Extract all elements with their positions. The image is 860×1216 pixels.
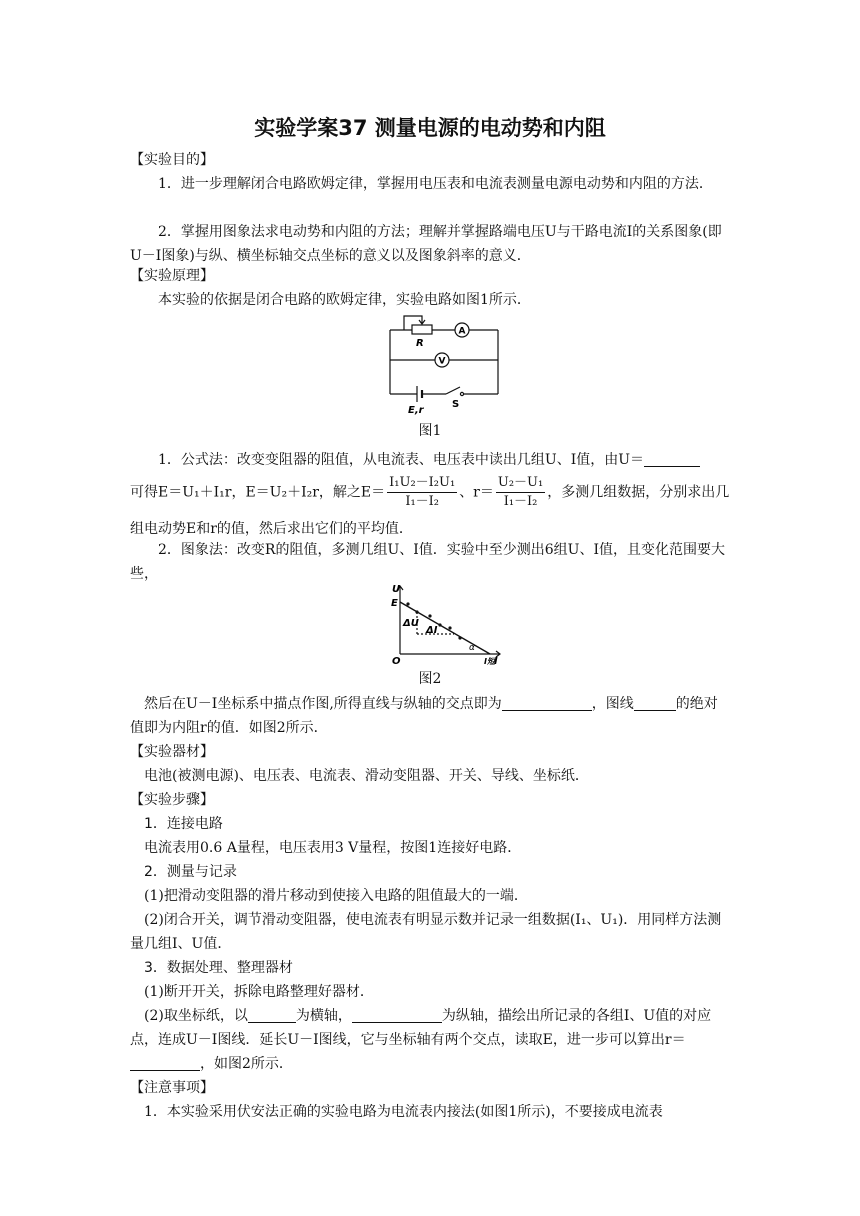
figure-2-caption: 图2 xyxy=(418,671,442,687)
data-point xyxy=(438,623,441,626)
data-point xyxy=(415,610,418,613)
blank-formula xyxy=(644,450,700,467)
step3-item-2: (2)取坐标纸，以 为横轴， 为纵轴，描绘出所记录的各组I、U值的对应点，连成U－I图线．延长U－I图线，它与坐标轴有两个交点，读取E，进一步可以算出r＝，如图2所示． xyxy=(130,1008,712,1072)
principle-heading: 【实验原理】 xyxy=(130,268,214,284)
axis-label-i: I xyxy=(494,656,498,666)
fraction-e: $\frac{\text{I₁U₂－I₂U₁}}{\text{I₁－I₂}}$ xyxy=(389,475,456,509)
purpose-item-1: 1．进一步理解闭合电路欧姆定律，掌握用电压表和电流表测量电源电动势和内阻的方法． xyxy=(158,176,713,192)
data-point xyxy=(428,614,431,617)
label-delta-u: ΔU xyxy=(403,618,419,629)
label-e: E xyxy=(391,598,398,609)
label-r: R xyxy=(416,338,424,349)
purpose-item-2: 2．掌握用图象法求电动势和内阻的方法；理解并掌握路端电压U与干路电流I的关系图象(即U－I图象)与纵、横坐标轴交点坐标的意义以及图象斜率的意义． xyxy=(130,224,722,264)
step2-item-1: (1)把滑动变阻器的滑片移动到使接入电路的阻值最大的一端． xyxy=(144,888,528,904)
step1-title: 1．连接电路 xyxy=(144,816,223,832)
notes-heading: 【注意事项】 xyxy=(130,1080,214,1096)
step2-title: 2．测量与记录 xyxy=(144,864,237,880)
step1-text: 电流表用0.6 A量程，电压表用3 V量程，按图1连接好电路． xyxy=(144,840,522,856)
ui-graph xyxy=(388,580,508,666)
steps-heading: 【实验步骤】 xyxy=(130,792,214,808)
method2-text: 2．图象法：改变R的阻值，多测几组U、I值．实验中至少测出6组U、I值，且变化范围要大些， xyxy=(130,542,726,582)
blank-r-value xyxy=(130,1054,200,1071)
label-alpha: α xyxy=(469,643,475,653)
label-s: S xyxy=(452,399,460,410)
method2-result: 然后在U－I坐标系中描点作图,所得直线与纵轴的交点即为 ，图线 的绝对值即为内阻r的值．如图2所示． xyxy=(130,696,718,736)
fraction-r: $\frac{\text{U₂－U₁}}{\text{I₁－I₂}}$ xyxy=(497,475,544,509)
blank-y-axis xyxy=(352,1006,442,1023)
step2-item-2: (2)闭合开关，调节滑动变阻器，使电流表有明显示数并记录一组数据(I₁、U₁)．用同样方法测量几组I、U值． xyxy=(130,912,722,952)
blank-slope xyxy=(634,694,676,711)
label-er: E,r xyxy=(408,405,424,416)
data-point xyxy=(448,626,451,629)
figure-1-caption: 图1 xyxy=(418,423,442,439)
label-v: V xyxy=(438,356,446,367)
notes-item-1: 1．本实验采用伏安法正确的实验电路为电流表内接法(如图1所示)，不要接成电流表 xyxy=(144,1104,663,1120)
purpose-heading: 【实验目的】 xyxy=(130,152,214,168)
data-point xyxy=(406,602,409,605)
label-o: O xyxy=(392,656,401,666)
label-i-short: I短 xyxy=(484,657,495,666)
equipment-heading: 【实验器材】 xyxy=(130,744,214,760)
switch-symbol xyxy=(446,387,460,394)
label-delta-i: ΔI xyxy=(426,625,438,636)
label-a: A xyxy=(458,326,466,337)
method1-line1: 1．公式法：改变变阻器的阻值，从电流表、电压表中读出几组U、I值，由U＝ xyxy=(130,448,730,472)
method1-line2: 可得E＝U₁＋I₁r，E＝U₂＋I₂r，解之E＝ $\frac{\text{I₁U₂－I₂U₁}}{\text{I₁－I₂}}$ 、r＝ $\frac{\text{U₂－U₁}}{\text{I₁－I₂}}$ ，多测几组数据，分别求出几组电动势E和r的值，然后求出它们的平均值． xyxy=(130,475,730,537)
axis-label-u: U xyxy=(392,584,401,595)
step3-item-1: (1)断开开关，拆除电路整理好器材． xyxy=(144,984,374,1000)
equipment-text: 电池(被测电源)、电压表、电流表、滑动变阻器、开关、导线、坐标纸． xyxy=(144,768,589,784)
resistor-symbol xyxy=(412,325,432,334)
data-point xyxy=(458,636,461,639)
blank-x-axis xyxy=(248,1006,296,1023)
page-title: 实验学案37 测量电源的电动势和内阻 xyxy=(254,116,606,140)
principle-intro: 本实验的依据是闭合电路的欧姆定律，实验电路如图1所示． xyxy=(158,292,531,308)
step3-title: 3．数据处理、整理器材 xyxy=(144,960,293,976)
circuit-diagram xyxy=(380,310,510,418)
blank-intercept xyxy=(502,694,592,711)
